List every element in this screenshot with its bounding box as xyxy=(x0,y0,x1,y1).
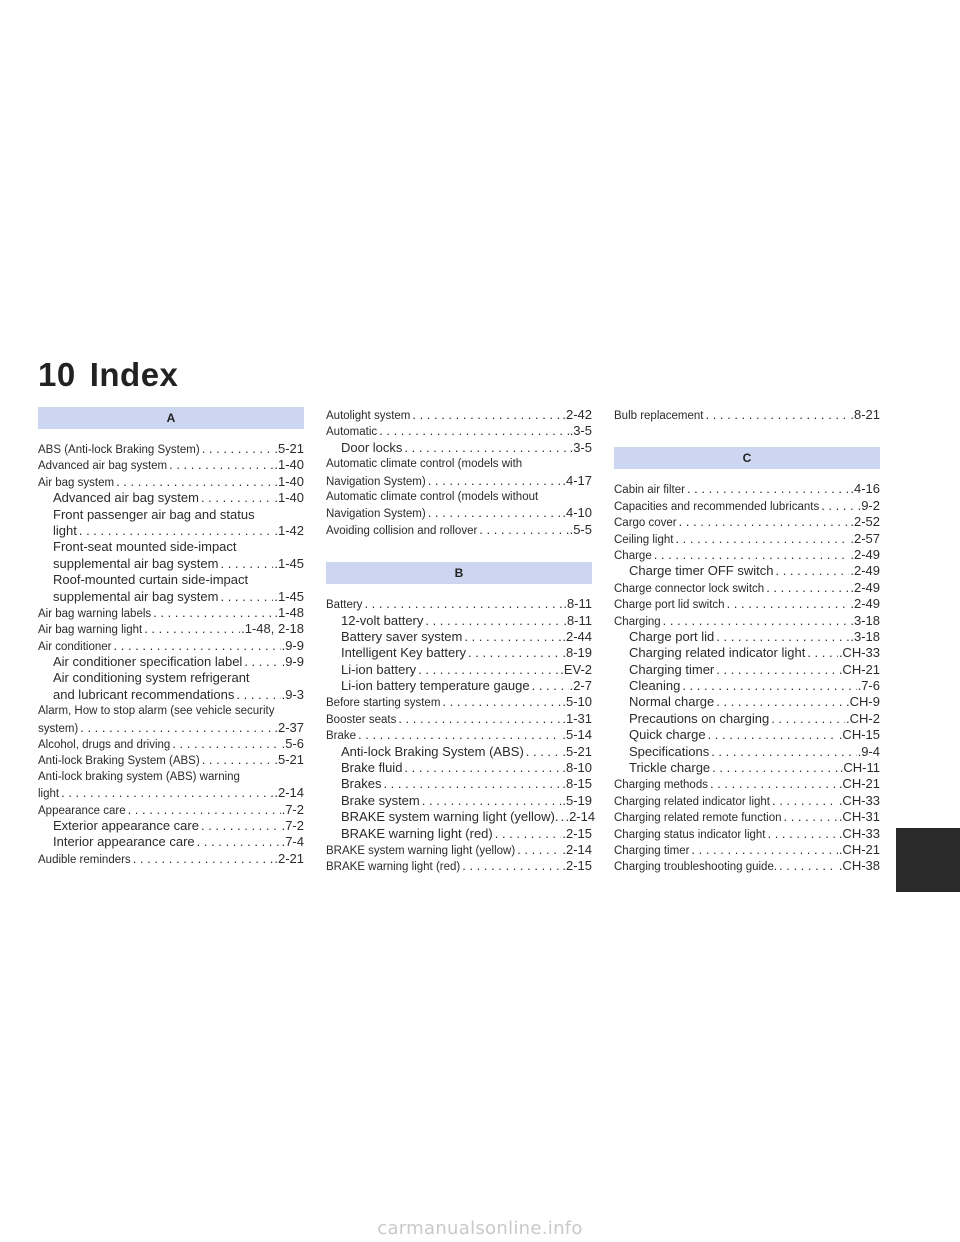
entry-label: Cargo cover xyxy=(614,517,677,530)
leader-dots xyxy=(689,842,837,858)
index-entry[interactable] xyxy=(38,457,304,473)
leader-dots xyxy=(381,776,561,792)
leader-dots xyxy=(126,802,281,818)
entry-label: Appearance care xyxy=(38,804,126,817)
section-spacer xyxy=(326,538,592,562)
entry-label: Audible reminders xyxy=(38,853,131,866)
entry-label: system) xyxy=(38,722,79,735)
leader-dots xyxy=(714,694,845,710)
entry-label: Intelligent Key battery xyxy=(341,645,467,661)
entry-label: Automatic xyxy=(326,426,378,439)
entry-page-ref[interactable]: .CH-9 xyxy=(846,694,880,710)
entry-page-ref[interactable]: .5-6 xyxy=(281,736,304,752)
leader-dots xyxy=(151,605,273,621)
entry-label: BRAKE system warning light (yellow). xyxy=(341,809,559,825)
leader-dots xyxy=(426,505,562,521)
entry-label: Trickle charge xyxy=(629,760,711,776)
leader-dots xyxy=(515,842,561,858)
entry-label: Charging timer xyxy=(614,844,690,857)
index-entry[interactable] xyxy=(326,522,592,538)
entry-page-ref[interactable]: .CH-33 xyxy=(838,825,880,841)
index-subentry[interactable] xyxy=(38,556,304,572)
entry-label: Charge timer OFF switch xyxy=(629,563,774,579)
entry-page-ref[interactable]: .4-16 xyxy=(850,481,880,497)
entry-label: Charging related indicator light xyxy=(614,795,770,808)
index-subentry[interactable] xyxy=(326,629,592,645)
index-subentry[interactable] xyxy=(38,589,304,605)
leader-dots xyxy=(377,423,568,439)
entry-label: Air bag warning labels xyxy=(38,607,152,620)
index-entry[interactable] xyxy=(614,547,880,563)
leader-dots xyxy=(770,793,838,809)
index-subentry[interactable] xyxy=(326,793,592,809)
entry-label: supplemental air bag system xyxy=(53,588,219,604)
index-entry[interactable] xyxy=(38,851,304,867)
entry-label: Charge connector lock switch xyxy=(614,582,765,595)
index-entry[interactable] xyxy=(614,514,880,530)
index-subentry[interactable] xyxy=(614,645,880,661)
index-subentry[interactable] xyxy=(614,678,880,694)
index-subentry[interactable] xyxy=(326,613,592,629)
index-column-1 xyxy=(38,407,304,867)
index-subentry[interactable] xyxy=(326,662,592,678)
entry-page-ref[interactable]: .2-14 xyxy=(565,809,596,825)
index-subentry[interactable] xyxy=(614,629,880,645)
leader-dots xyxy=(708,776,838,792)
entry-page-ref[interactable]: .2-52 xyxy=(850,514,880,530)
entry-label: Air bag system xyxy=(38,476,115,489)
entry-page-ref[interactable]: .1-48, 2-18 xyxy=(241,621,304,637)
index-subentry[interactable] xyxy=(614,760,880,776)
entry-label: Charging status indicator light xyxy=(614,828,766,841)
leader-dots xyxy=(426,473,562,489)
header-spacer xyxy=(614,469,880,481)
entry-label: Charge xyxy=(614,549,652,562)
leader-dots xyxy=(685,481,849,497)
leader-dots xyxy=(200,752,274,768)
index-entry[interactable] xyxy=(614,531,880,547)
entry-page-ref[interactable]: .CH-38 xyxy=(838,858,880,874)
entry-label: Bulb replacement xyxy=(614,410,704,422)
leader-dots xyxy=(680,678,856,694)
leader-dots xyxy=(362,596,562,612)
entry-page-ref[interactable]: .2-49 xyxy=(850,546,880,562)
entry-label: Air conditioner xyxy=(38,640,112,653)
entry-label: 12-volt battery xyxy=(341,612,424,628)
entry-label: BRAKE system warning light (yellow) xyxy=(326,844,516,857)
index-entry[interactable] xyxy=(614,809,880,825)
index-subentry[interactable] xyxy=(38,654,304,670)
leader-dots xyxy=(773,563,849,579)
entry-page-ref[interactable]: .7-4 xyxy=(281,834,304,850)
entry-page-ref[interactable]: .5-21 xyxy=(562,743,592,759)
leader-dots xyxy=(819,498,856,514)
entry-page-ref[interactable]: .9-9 xyxy=(281,654,304,670)
entry-label: ABS (Anti-lock Braking System) xyxy=(38,444,200,456)
entry-label: and lubricant recommendations xyxy=(53,686,235,702)
leader-dots xyxy=(356,727,561,743)
entry-page-ref[interactable]: .5-21 xyxy=(274,752,304,768)
index-column-2 xyxy=(326,407,596,875)
section-spacer xyxy=(614,423,880,447)
index-subentry[interactable] xyxy=(326,760,592,776)
entry-page-ref[interactable]: .8-19 xyxy=(562,645,592,661)
entry-page-ref[interactable]: .2-37 xyxy=(274,719,304,735)
entry-label: supplemental air bag system xyxy=(53,555,219,571)
entry-page-ref[interactable]: .CH-21 xyxy=(838,841,880,857)
entry-label: Brake xyxy=(326,730,357,743)
index-entry[interactable] xyxy=(326,694,592,710)
entry-label: Ceiling light xyxy=(614,533,674,546)
section-header-c: C xyxy=(614,447,880,469)
leader-dots xyxy=(195,834,281,850)
index-subentry[interactable] xyxy=(326,678,592,694)
leader-dots xyxy=(416,662,559,678)
entry-label: Booster seats xyxy=(326,713,397,726)
leader-dots xyxy=(410,407,561,423)
leader-dots xyxy=(766,826,838,842)
entry-page-ref[interactable]: .9-4 xyxy=(857,743,880,759)
entry-page-ref[interactable]: .8-21 xyxy=(850,407,880,422)
leader-dots xyxy=(466,645,561,661)
leader-dots xyxy=(460,858,561,874)
leader-dots xyxy=(777,858,838,874)
index-entry[interactable] xyxy=(38,621,304,637)
entry-label: BRAKE warning light (red) xyxy=(341,825,493,841)
entry-label: Exterior appearance care xyxy=(53,817,199,833)
index-subentry[interactable] xyxy=(614,711,880,727)
section-header-a: A xyxy=(38,407,304,429)
entry-page-ref[interactable]: .5-21 xyxy=(274,441,304,456)
entry-label: Li-ion battery xyxy=(341,661,417,677)
index-entry[interactable] xyxy=(38,720,304,736)
index-subentry[interactable] xyxy=(326,744,592,760)
index-entry-text: Roof-mounted curtain side-impact xyxy=(53,572,249,588)
entry-page-ref[interactable]: .2-49 xyxy=(850,596,880,612)
entry-page-ref[interactable]: .1-45 xyxy=(274,588,304,604)
index-subentry[interactable] xyxy=(614,662,880,678)
entry-label: Charge port lid switch xyxy=(614,599,725,612)
index-entry[interactable] xyxy=(326,711,592,727)
index-entry[interactable] xyxy=(38,752,304,768)
entry-label: Capacities and recommended lubricants xyxy=(614,500,820,513)
entry-page-ref[interactable]: .2-49 xyxy=(850,563,880,579)
chapter-name: Index xyxy=(89,356,179,393)
section-header-b: B xyxy=(326,562,592,584)
leader-dots xyxy=(477,522,568,538)
index-subentry[interactable] xyxy=(614,563,880,579)
index-subentry[interactable] xyxy=(38,523,304,539)
index-subentry[interactable] xyxy=(326,809,596,825)
entry-label: Avoiding collision and rollover xyxy=(326,524,478,537)
leader-dots xyxy=(423,613,562,629)
entry-page-ref[interactable]: .7-6 xyxy=(857,678,880,694)
entry-label: Brake fluid xyxy=(341,760,403,776)
entry-page-ref[interactable]: .CH-11 xyxy=(839,760,880,776)
header-spacer xyxy=(38,429,304,441)
leader-dots xyxy=(782,809,838,825)
entry-page-ref[interactable]: .CH-33 xyxy=(838,645,880,661)
entry-page-ref[interactable]: .1-40 xyxy=(274,490,304,506)
entry-page-ref[interactable]: .2-21 xyxy=(274,850,304,866)
entry-page-ref[interactable]: .3-18 xyxy=(850,628,880,644)
index-entry[interactable] xyxy=(614,826,880,842)
index-subentry[interactable] xyxy=(326,826,592,842)
index-subentry[interactable] xyxy=(614,694,880,710)
entry-page-ref[interactable]: .CH-2 xyxy=(846,710,880,726)
entry-label: Battery saver system xyxy=(341,628,463,644)
entry-label: Anti-lock Braking System (ABS) xyxy=(341,743,524,759)
entry-label: Charging xyxy=(614,615,661,628)
index-subentry[interactable] xyxy=(326,645,592,661)
leader-dots xyxy=(704,407,850,423)
leader-dots xyxy=(218,556,273,572)
leader-dots xyxy=(530,678,569,694)
index-subentry[interactable] xyxy=(38,818,304,834)
entry-page-ref[interactable]: .2-14 xyxy=(562,841,592,857)
entry-page-ref[interactable]: .CH-31 xyxy=(838,809,880,825)
index-entry[interactable] xyxy=(326,596,592,612)
header-spacer xyxy=(326,584,592,596)
leader-dots xyxy=(170,736,280,752)
leader-dots xyxy=(199,490,273,506)
index-entry-text: Automatic climate control (models without xyxy=(326,490,539,503)
leader-dots xyxy=(78,720,273,736)
leader-dots xyxy=(242,654,280,670)
index-entry[interactable] xyxy=(326,423,592,439)
index-entry[interactable] xyxy=(614,596,880,612)
index-entry-text: Front passenger air bag and status xyxy=(53,506,255,522)
index-entry[interactable] xyxy=(614,407,880,423)
entry-page-ref[interactable]: .1-40 xyxy=(274,473,304,489)
entry-page-ref[interactable]: .2-14 xyxy=(274,785,304,801)
entry-label: Navigation System) xyxy=(326,475,426,488)
index-subentry[interactable] xyxy=(614,727,880,743)
entry-page-ref[interactable]: .5-19 xyxy=(562,792,592,808)
entry-label: Brakes xyxy=(341,776,382,792)
leader-dots xyxy=(714,662,838,678)
index-subentry[interactable] xyxy=(326,776,592,792)
leader-dots xyxy=(661,613,850,629)
entry-label: Interior appearance care xyxy=(53,834,195,850)
entry-page-ref[interactable]: .2-15 xyxy=(562,858,592,874)
entry-page-ref[interactable]: .1-40 xyxy=(274,457,304,473)
entry-page-ref[interactable]: .CH-33 xyxy=(838,792,880,808)
entry-page-ref[interactable]: .1-45 xyxy=(274,555,304,571)
leader-dots xyxy=(652,547,850,563)
index-subentry[interactable] xyxy=(38,834,304,850)
entry-label: Charge port lid xyxy=(629,628,715,644)
entry-label: Brake system xyxy=(341,792,420,808)
entry-label: Cabin air filter xyxy=(614,484,685,497)
index-entry-text: Front-seat mounted side-impact xyxy=(53,539,237,555)
leader-dots xyxy=(462,629,561,645)
entry-label: Charging related indicator light xyxy=(629,645,806,661)
index-entry[interactable] xyxy=(38,441,304,457)
index-subentry[interactable] xyxy=(614,744,880,760)
index-entry[interactable] xyxy=(38,785,304,801)
leader-dots xyxy=(402,760,561,776)
entry-page-ref[interactable]: .5-10 xyxy=(562,694,592,710)
leader-dots xyxy=(725,596,850,612)
index-entry[interactable] xyxy=(38,638,304,654)
entry-page-ref[interactable]: .1-48 xyxy=(274,604,304,620)
index-subentry[interactable] xyxy=(38,490,304,506)
leader-dots xyxy=(805,645,837,661)
entry-page-ref[interactable]: .9-3 xyxy=(281,686,304,702)
index-entry[interactable] xyxy=(326,727,592,743)
entry-label: Door locks xyxy=(341,439,403,455)
entry-label: Air conditioner specification label xyxy=(53,654,243,670)
leader-dots xyxy=(131,851,274,867)
entry-label: Battery xyxy=(326,599,363,612)
entry-page-ref[interactable]: .8-11 xyxy=(563,612,592,628)
index-entry[interactable] xyxy=(38,474,304,490)
entry-label: Li-ion battery temperature gauge xyxy=(341,678,530,694)
entry-label: Advanced air bag system xyxy=(53,490,199,506)
entry-page-ref[interactable]: .3-5 xyxy=(569,439,592,455)
leader-dots xyxy=(112,638,281,654)
entry-page-ref[interactable]: .4-17 xyxy=(562,472,592,488)
entry-page-ref[interactable]: .8-11 xyxy=(563,596,592,612)
leader-dots xyxy=(673,531,849,547)
index-entry[interactable] xyxy=(38,736,304,752)
index-column-3 xyxy=(614,407,880,875)
leader-dots xyxy=(396,711,561,727)
leader-dots xyxy=(764,580,849,596)
index-entry[interactable] xyxy=(614,498,880,514)
leader-dots xyxy=(199,818,281,834)
leader-dots xyxy=(706,727,838,743)
entry-page-ref[interactable]: .1-31 xyxy=(562,710,592,726)
index-entry-text: Alarm, How to stop alarm (see vehicle security xyxy=(38,705,275,718)
leader-dots xyxy=(440,694,561,710)
chapter-title xyxy=(38,356,178,394)
entry-label: Before starting system xyxy=(326,697,441,710)
leader-dots xyxy=(769,711,845,727)
entry-page-ref[interactable]: .2-15 xyxy=(562,825,592,841)
entry-page-ref[interactable]: .5-14 xyxy=(562,727,592,743)
entry-page-ref[interactable]: .2-44 xyxy=(562,628,592,644)
entry-label: BRAKE warning light (red) xyxy=(326,861,461,874)
index-entry-text: Automatic climate control (models with xyxy=(326,458,523,471)
entry-page-ref[interactable]: .7-2 xyxy=(281,817,304,833)
index-subentry[interactable] xyxy=(326,440,592,456)
leader-dots xyxy=(677,514,850,530)
entry-page-ref[interactable]: .2-49 xyxy=(850,579,880,595)
entry-page-ref[interactable]: .2-57 xyxy=(850,530,880,546)
leader-dots xyxy=(709,744,856,760)
entry-label: light xyxy=(38,788,60,801)
entry-page-ref[interactable]: .9-2 xyxy=(857,497,880,513)
index-entry[interactable] xyxy=(38,605,304,621)
entry-label: Normal charge xyxy=(629,694,715,710)
leader-dots xyxy=(524,744,562,760)
entry-label: Charging timer xyxy=(629,661,715,677)
entry-label: Specifications xyxy=(629,743,710,759)
index-entry[interactable] xyxy=(614,776,880,792)
leader-dots xyxy=(167,457,273,473)
entry-label: Advanced air bag system xyxy=(38,460,168,473)
leader-dots xyxy=(77,523,274,539)
leader-dots xyxy=(114,474,273,490)
index-entry[interactable] xyxy=(326,505,592,521)
entry-label: Precautions on charging xyxy=(629,710,770,726)
entry-page-ref[interactable]: .CH-15 xyxy=(838,727,880,743)
entry-page-ref[interactable]: .EV-2 xyxy=(560,661,592,677)
entry-label: Quick charge xyxy=(629,727,706,743)
leader-dots xyxy=(420,793,562,809)
entry-page-ref[interactable]: .2-42 xyxy=(562,407,592,422)
index-entry[interactable] xyxy=(38,802,304,818)
index-entry[interactable] xyxy=(326,407,592,423)
leader-dots xyxy=(710,760,839,776)
chapter-number: 10 xyxy=(38,356,76,393)
leader-dots xyxy=(200,441,274,457)
entry-page-ref[interactable]: .9-9 xyxy=(281,637,304,653)
index-entry[interactable] xyxy=(326,842,592,858)
entry-label: Cleaning xyxy=(629,678,681,694)
entry-page-ref[interactable]: .CH-21 xyxy=(838,661,880,677)
index-entry[interactable] xyxy=(614,613,880,629)
entry-page-ref[interactable]: .2-7 xyxy=(569,678,592,694)
entry-page-ref[interactable]: .3-18 xyxy=(850,612,880,628)
index-entry[interactable] xyxy=(614,858,880,874)
entry-page-ref[interactable]: .3-5 xyxy=(569,423,592,439)
index-entry[interactable] xyxy=(614,580,880,596)
index-subentry[interactable] xyxy=(38,687,304,703)
entry-label: Anti-lock Braking System (ABS) xyxy=(38,755,200,768)
leader-dots xyxy=(234,687,280,703)
entry-label: Navigation System) xyxy=(326,508,426,521)
leader-dots xyxy=(493,826,562,842)
leader-dots xyxy=(402,440,568,456)
entry-label: Charging methods xyxy=(614,779,708,792)
entry-label: light xyxy=(53,522,77,538)
index-entry[interactable] xyxy=(614,793,880,809)
index-entry[interactable] xyxy=(614,481,880,497)
entry-label: Charging related remote function xyxy=(614,812,782,825)
watermark-text: carmanualsonline.info xyxy=(377,1218,583,1239)
entry-label: Air bag warning light xyxy=(38,624,143,637)
index-entry-text: Anti-lock braking system (ABS) warning xyxy=(38,770,240,783)
index-entry-text: Air conditioning system refrigerant xyxy=(53,670,250,686)
entry-label: Autolight system xyxy=(326,410,411,422)
index-entry[interactable] xyxy=(326,858,592,874)
leader-dots xyxy=(142,621,240,637)
entry-page-ref[interactable]: .CH-21 xyxy=(838,776,880,792)
entry-label: Charging troubleshooting guide. xyxy=(614,861,778,874)
index-entry[interactable] xyxy=(326,473,592,489)
leader-dots xyxy=(59,785,273,801)
entry-page-ref[interactable]: .7-2 xyxy=(281,801,304,817)
chapter-thumb-tab xyxy=(896,828,960,892)
leader-dots xyxy=(714,629,849,645)
entry-page-ref[interactable]: .8-10 xyxy=(562,760,592,776)
entry-page-ref[interactable]: .1-42 xyxy=(274,522,304,538)
entry-page-ref[interactable]: .4-10 xyxy=(562,505,592,521)
index-entry[interactable] xyxy=(614,842,880,858)
entry-page-ref[interactable]: .8-15 xyxy=(562,776,592,792)
entry-page-ref[interactable]: .5-5 xyxy=(569,521,592,537)
leader-dots xyxy=(218,589,273,605)
entry-label: Alcohol, drugs and driving xyxy=(38,739,171,752)
